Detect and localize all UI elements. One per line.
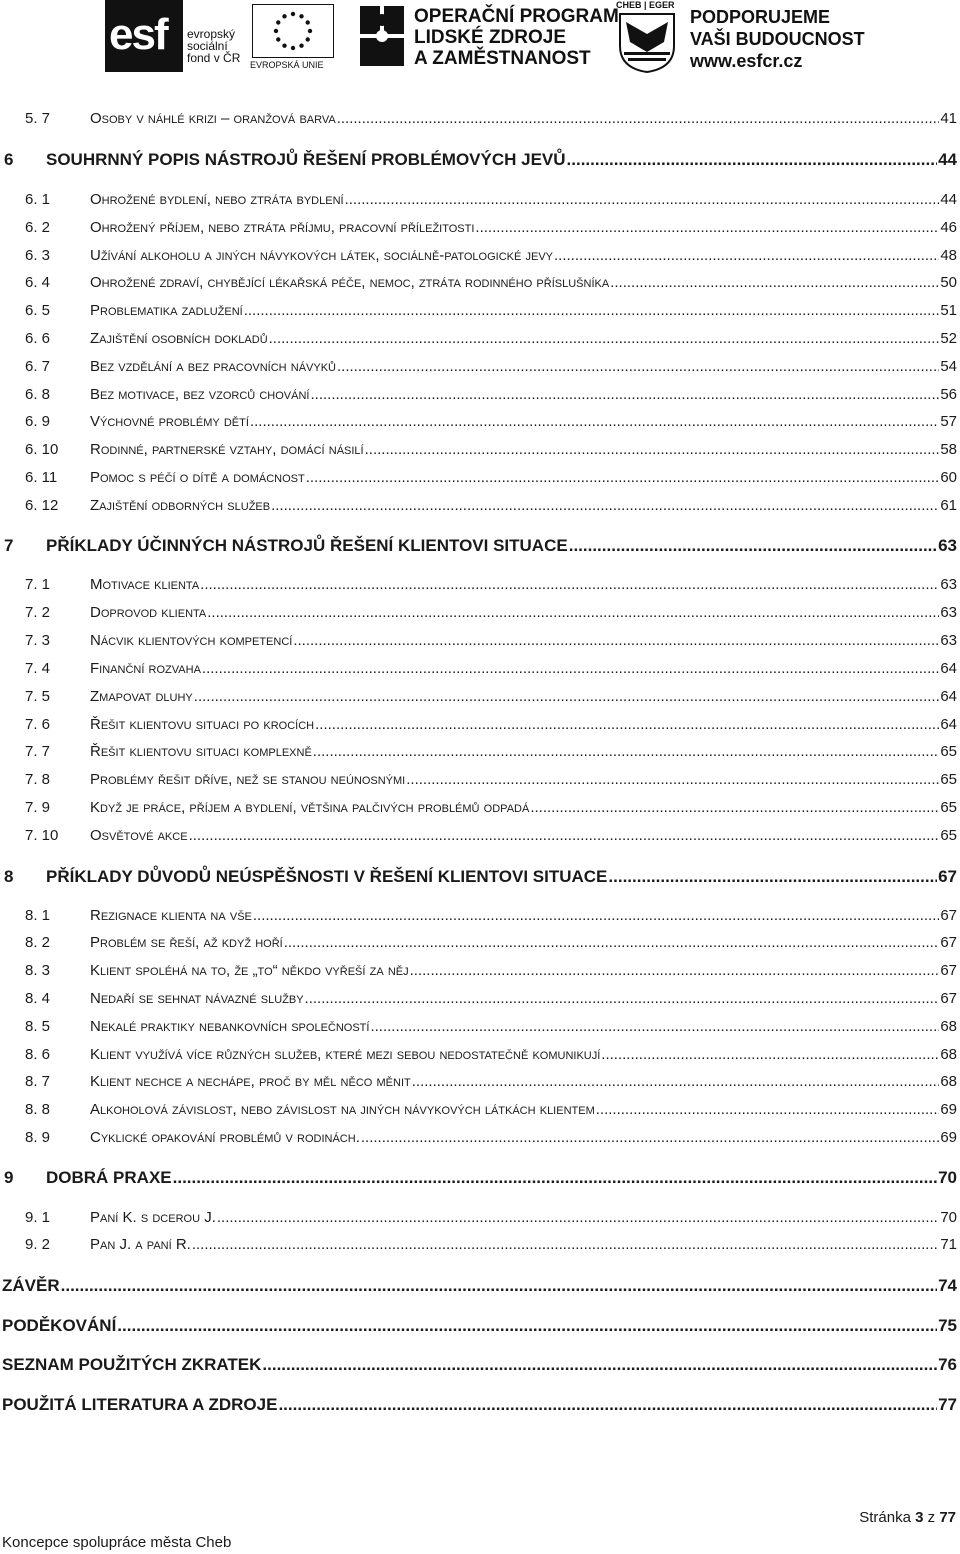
toc-entry-number: 8. 7 xyxy=(25,1073,51,1090)
toc-entry-title: Zajištění odborných služeb xyxy=(90,497,271,514)
toc-entry[interactable] xyxy=(25,1073,957,1090)
toc-dot-leader xyxy=(200,576,939,593)
toc-entry-page: 41 xyxy=(940,110,957,127)
toc-entry-title: Užívání alkoholu a jiných návykových látek, sociálně-patologické jevy xyxy=(90,247,554,264)
toc-entry-page: 64 xyxy=(940,660,957,677)
toc-dot-leader xyxy=(194,688,940,705)
toc-entry[interactable] xyxy=(25,771,957,788)
toc-entry-title: Osvětové akce xyxy=(90,827,188,844)
toc-entry-title: Motivace klienta xyxy=(90,576,200,593)
toc-entry-title: Řešit klientovu situaci po krocích xyxy=(90,716,315,733)
eu-star-icon xyxy=(291,12,295,16)
toc-entry-title: DOBRÁ PRAXE xyxy=(46,1168,172,1187)
toc-dot-leader xyxy=(601,1046,939,1063)
toc-entry-title: PŘÍKLADY ÚČINNÝCH NÁSTROJŮ ŘEŠENÍ KLIENTOVI SITUACE xyxy=(46,536,568,555)
toc-entry-page: 71 xyxy=(940,1236,957,1253)
toc-entry-number: 6. 8 xyxy=(25,386,51,403)
toc-entry-page: 76 xyxy=(938,1355,957,1374)
toc-dot-leader xyxy=(202,660,939,677)
toc-entry-page: 77 xyxy=(938,1395,957,1414)
toc-entry-page: 48 xyxy=(940,247,957,264)
toc-entry-page: 46 xyxy=(940,219,957,236)
toc-entry-page: 56 xyxy=(940,386,957,403)
toc-entry[interactable] xyxy=(25,576,957,593)
toc-entry[interactable] xyxy=(2,1355,957,1375)
toc-entry[interactable] xyxy=(25,1209,957,1226)
toc-entry[interactable] xyxy=(25,330,957,347)
op-text: OPERAČNÍ PROGRAM LIDSKÉ ZDROJE A ZAMĚSTNANOST xyxy=(414,6,619,69)
toc-entry-number: 8. 6 xyxy=(25,1046,51,1063)
toc-entry-page: 63 xyxy=(940,604,957,621)
toc-dot-leader xyxy=(173,1168,937,1188)
toc-entry-number: 6. 4 xyxy=(25,274,51,291)
toc-entry-page: 57 xyxy=(940,413,957,430)
toc-dot-leader xyxy=(61,1276,937,1296)
toc-entry[interactable] xyxy=(25,247,957,264)
toc-entry-page: 65 xyxy=(940,827,957,844)
toc-entry-page: 67 xyxy=(940,907,957,924)
toc-dot-leader xyxy=(305,990,940,1007)
toc-entry-title: Zajištění osobních dokladů xyxy=(90,330,268,347)
toc-entry-number: 6. 6 xyxy=(25,330,51,347)
toc-entry-title: Finanční rozvaha xyxy=(90,660,201,677)
toc-dot-leader xyxy=(337,358,939,375)
toc-entry[interactable] xyxy=(4,1168,957,1188)
toc-entry[interactable] xyxy=(25,219,957,236)
toc-entry-number: 6 xyxy=(4,150,14,169)
toc-entry[interactable] xyxy=(25,1236,957,1253)
toc-entry-number: 8. 4 xyxy=(25,990,51,1007)
toc-entry-page: 50 xyxy=(940,274,957,291)
toc-entry-page: 67 xyxy=(938,867,957,886)
toc-entry-page: 68 xyxy=(940,1073,957,1090)
toc-dot-leader xyxy=(306,469,940,486)
toc-entry-page: 67 xyxy=(940,934,957,951)
toc-entry-page: 60 xyxy=(940,469,957,486)
toc-entry-title: Nedaří se sehnat návazné služby xyxy=(90,990,304,1007)
eu-star-icon xyxy=(299,44,303,48)
toc-entry[interactable] xyxy=(25,110,957,127)
toc-entry-number: 7. 7 xyxy=(25,743,51,760)
toc-entry-title: Doprovod klienta xyxy=(90,604,207,621)
toc-entry-page: 63 xyxy=(940,576,957,593)
toc-entry-number: 7. 8 xyxy=(25,771,51,788)
toc-entry-number: 6. 2 xyxy=(25,219,51,236)
toc-dot-leader xyxy=(217,1209,939,1226)
toc-dot-leader xyxy=(192,1236,939,1253)
toc-dot-leader xyxy=(365,441,940,458)
toc-dot-leader xyxy=(313,743,940,760)
footer-title: Koncepce spolupráce města Cheb xyxy=(2,1534,232,1551)
toc-entry-number: 8. 8 xyxy=(25,1101,51,1118)
toc-entry-page: 52 xyxy=(940,330,957,347)
toc-entry-title: Řešit klientovu situaci komplexně xyxy=(90,743,312,760)
esf-mark-icon: esf xyxy=(105,0,183,72)
toc-dot-leader xyxy=(569,536,937,556)
eu-star-icon xyxy=(282,44,286,48)
op-logo xyxy=(358,0,619,72)
toc-entry-page: 51 xyxy=(940,302,957,319)
toc-entry-page: 68 xyxy=(940,1046,957,1063)
toc-entry-page: 68 xyxy=(940,1018,957,1035)
toc-entry-title: Osoby v náhlé krizi – oranžová barva xyxy=(90,110,336,127)
toc-entry[interactable] xyxy=(25,743,957,760)
toc-dot-leader xyxy=(370,1018,939,1035)
toc-dot-leader xyxy=(189,827,940,844)
toc-dot-leader xyxy=(315,716,939,733)
toc-entry-title: PŘÍKLADY DŮVODŮ NEÚSPĚŠNOSTI V ŘEŠENÍ KLIENTOVI SITUACE xyxy=(46,867,608,886)
toc-entry[interactable] xyxy=(25,386,957,403)
toc-entry[interactable] xyxy=(25,632,957,649)
toc-entry-number: 7. 3 xyxy=(25,632,51,649)
toc-entry-number: 6. 3 xyxy=(25,247,51,264)
toc-entry[interactable] xyxy=(2,1395,957,1415)
toc-entry-number: 7. 4 xyxy=(25,660,51,677)
toc-entry-page: 67 xyxy=(940,962,957,979)
toc-entry-number: 6. 12 xyxy=(25,497,59,514)
toc-entry-number: 8. 9 xyxy=(25,1129,51,1146)
toc-entry[interactable] xyxy=(25,441,957,458)
eu-star-icon xyxy=(282,14,286,18)
page-header xyxy=(0,0,960,80)
toc-entry-title: Pan J. a paní R. xyxy=(90,1236,191,1253)
toc-entry-page: 63 xyxy=(940,632,957,649)
eu-star-icon xyxy=(276,37,280,41)
toc-entry-title: Když je práce, příjem a bydlení, většina palčivých problémů odpadá xyxy=(90,799,530,816)
toc-entry-title: Ohrožené bydlení, nebo ztráta bydlení xyxy=(90,191,344,208)
toc-entry[interactable] xyxy=(25,990,957,1007)
toc-entry[interactable] xyxy=(25,934,957,951)
eu-star-icon xyxy=(291,46,295,50)
toc-entry[interactable] xyxy=(25,358,957,375)
toc-entry-number: 7 xyxy=(4,536,14,555)
toc-entry-title: Rodinné, partnerské vztahy, domácí násilí xyxy=(90,441,364,458)
eu-star-icon xyxy=(306,20,310,24)
toc-entry-title: SEZNAM POUŽITÝCH ZKRATEK xyxy=(2,1355,262,1374)
toc-entry-number: 9 xyxy=(4,1168,14,1187)
toc-entry-title: Cyklické opakování problémů v rodinách. xyxy=(90,1129,360,1146)
cheb-label: CHEB | EGER xyxy=(616,0,675,10)
toc-entry[interactable] xyxy=(25,1046,957,1063)
toc-entry-number: 7. 10 xyxy=(25,827,59,844)
toc-entry-number: 5. 7 xyxy=(25,110,51,127)
toc-dot-leader xyxy=(250,413,939,430)
toc-entry-page: 75 xyxy=(938,1316,957,1335)
toc-entry[interactable] xyxy=(2,1316,957,1336)
toc-entry-title: Problém se řeší, až když hoří xyxy=(90,934,283,951)
toc-entry-title: Pomoc s péčí o dítě a domácnost xyxy=(90,469,305,486)
toc-entry[interactable] xyxy=(25,413,957,430)
eu-text: EVROPSKÁ UNIE xyxy=(250,60,324,70)
toc-entry[interactable] xyxy=(25,716,957,733)
toc-entry-page: 65 xyxy=(940,771,957,788)
toc-entry-number: 7. 6 xyxy=(25,716,51,733)
toc-entry-title: Rezignace klienta na vše xyxy=(90,907,252,924)
toc-entry[interactable] xyxy=(4,867,957,887)
toc-dot-leader xyxy=(596,1101,940,1118)
toc-entry-number: 7. 9 xyxy=(25,799,51,816)
toc-dot-leader xyxy=(475,219,939,236)
toc-entry-number: 7. 1 xyxy=(25,576,51,593)
toc-dot-leader xyxy=(608,867,937,887)
toc-entry-title: Paní K. s dcerou J. xyxy=(90,1209,216,1226)
toc-entry-page: 54 xyxy=(940,358,957,375)
toc-entry-number: 8. 3 xyxy=(25,962,51,979)
toc-dot-leader xyxy=(278,1395,937,1415)
eu-star-icon xyxy=(276,20,280,24)
toc-entry-title: Výchovné problémy dětí xyxy=(90,413,249,430)
toc-entry-title: PODĚKOVÁNÍ xyxy=(2,1316,117,1335)
toc-entry[interactable] xyxy=(25,191,957,208)
toc-entry-title: Zmapovat dluhy xyxy=(90,688,193,705)
toc-entry-title: Bez vzdělání a bez pracovních návyků xyxy=(90,358,336,375)
toc-entry-page: 44 xyxy=(938,150,957,169)
toc-entry-title: Ohrožené zdraví, chybějící lékařská péče, nemoc, ztráta rodinného příslušníka xyxy=(90,274,610,291)
toc-dot-leader xyxy=(311,386,940,403)
toc-entry[interactable] xyxy=(25,302,957,319)
eu-logo xyxy=(250,0,336,72)
toc-entry-number: 9. 1 xyxy=(25,1209,51,1226)
toc-dot-leader xyxy=(269,330,940,347)
eu-flag-icon xyxy=(252,4,334,58)
toc-dot-leader xyxy=(293,632,939,649)
toc-dot-leader xyxy=(554,247,939,264)
toc-entry[interactable] xyxy=(25,1129,957,1146)
toc-entry-title: Klient využívá více různých služeb, které mezi sebou nedostatečně komunikují xyxy=(90,1046,601,1063)
toc-dot-leader xyxy=(244,302,940,319)
esf-logo xyxy=(105,0,245,72)
toc-entry-title: Klient nechce a nechápe, proč by měl něco měnit xyxy=(90,1073,411,1090)
toc-entry-page: 65 xyxy=(940,799,957,816)
toc-entry-page: 63 xyxy=(938,536,957,555)
toc-entry-title: Bez motivace, bez vzorců chování xyxy=(90,386,310,403)
cheb-eagle-shield-icon xyxy=(618,12,676,74)
toc-entry[interactable] xyxy=(25,688,957,705)
toc-entry-number: 7. 5 xyxy=(25,688,51,705)
toc-entry[interactable] xyxy=(25,469,957,486)
toc-dot-leader xyxy=(361,1129,939,1146)
toc-entry-title: POUŽITÁ LITERATURA A ZDROJE xyxy=(2,1395,278,1414)
toc-entry[interactable] xyxy=(4,536,957,556)
toc-dot-leader xyxy=(406,771,939,788)
toc-entry[interactable] xyxy=(25,497,957,514)
toc-entry-page: 65 xyxy=(940,743,957,760)
toc-entry[interactable] xyxy=(25,660,957,677)
toc-entry-title: SOUHRNNÝ POPIS NÁSTROJŮ ŘEŠENÍ PROBLÉMOVÝCH JEVŮ xyxy=(46,150,566,169)
toc-entry-page: 70 xyxy=(940,1209,957,1226)
toc-dot-leader xyxy=(530,799,939,816)
toc-entry-number: 6. 10 xyxy=(25,441,59,458)
toc-entry-number: 8 xyxy=(4,867,14,886)
podporujeme-logo xyxy=(690,0,865,72)
toc-dot-leader xyxy=(117,1316,937,1336)
eu-star-icon xyxy=(308,29,312,33)
toc-entry[interactable] xyxy=(25,907,957,924)
toc-entry-number: 6. 7 xyxy=(25,358,51,375)
toc-entry-number: 8. 2 xyxy=(25,934,51,951)
toc-entry-number: 7. 2 xyxy=(25,604,51,621)
toc-dot-leader xyxy=(253,907,939,924)
toc-entry-page: 69 xyxy=(940,1101,957,1118)
toc-dot-leader xyxy=(262,1355,937,1375)
toc-entry[interactable] xyxy=(25,1101,957,1118)
toc-entry-number: 9. 2 xyxy=(25,1236,51,1253)
toc-dot-leader xyxy=(345,191,940,208)
page-number: Stránka 3 z 77 xyxy=(859,1509,956,1526)
toc-entry[interactable] xyxy=(25,1018,957,1035)
toc-dot-leader xyxy=(412,1073,940,1090)
toc-dot-leader xyxy=(271,497,939,514)
toc-dot-leader xyxy=(207,604,939,621)
toc-entry-page: 64 xyxy=(940,716,957,733)
toc-entry-title: Ohrožený příjem, nebo ztráta příjmu, pracovní příležitosti xyxy=(90,219,475,236)
toc-entry[interactable] xyxy=(25,827,957,844)
toc-entry[interactable] xyxy=(2,1276,957,1296)
toc-dot-leader xyxy=(337,110,940,127)
toc-entry-page: 70 xyxy=(938,1168,957,1187)
toc-entry-number: 6. 5 xyxy=(25,302,51,319)
esf-text: evropský sociální fond v ČR xyxy=(187,27,241,65)
toc-dot-leader xyxy=(610,274,939,291)
toc-entry[interactable] xyxy=(4,150,957,170)
toc-entry-title: ZÁVĚR xyxy=(2,1276,60,1295)
toc-entry-title: Nekalé praktiky nebankovních společností xyxy=(90,1018,370,1035)
toc-entry[interactable] xyxy=(25,274,957,291)
toc-entry-number: 6. 9 xyxy=(25,413,51,430)
toc-dot-leader xyxy=(410,962,940,979)
toc-entry-title: Problematika zadlužení xyxy=(90,302,243,319)
toc-entry-page: 58 xyxy=(940,441,957,458)
op-puzzle-icon xyxy=(358,2,408,70)
toc-entry-page: 74 xyxy=(938,1276,957,1295)
toc-entry[interactable] xyxy=(25,604,957,621)
podporujeme-text: PODPORUJEME VAŠI BUDOUCNOST www.esfcr.cz xyxy=(690,7,865,71)
toc-entry-title: Alkoholová závislost, nebo závislost na jiných návykových látkách klientem xyxy=(90,1101,595,1118)
toc-entry-number: 8. 5 xyxy=(25,1018,51,1035)
toc-entry-number: 8. 1 xyxy=(25,907,51,924)
toc-entry-page: 67 xyxy=(940,990,957,1007)
toc-entry-number: 6. 1 xyxy=(25,191,51,208)
eu-star-icon xyxy=(306,37,310,41)
eu-star-icon xyxy=(274,29,278,33)
toc-entry-title: Nácvik klientových kompetencí xyxy=(90,632,293,649)
toc-entry[interactable] xyxy=(25,799,957,816)
toc-dot-leader xyxy=(284,934,940,951)
toc-entry-page: 44 xyxy=(940,191,957,208)
toc-entry-title: Problémy řešit dříve, než se stanou neúnosnými xyxy=(90,771,406,788)
toc-entry-number: 6. 11 xyxy=(25,469,58,486)
toc-entry-page: 69 xyxy=(940,1129,957,1146)
toc-entry-page: 61 xyxy=(940,497,957,514)
cheb-logo xyxy=(612,0,682,76)
eu-star-icon xyxy=(299,14,303,18)
toc-entry-page: 64 xyxy=(940,688,957,705)
toc-entry[interactable] xyxy=(25,962,957,979)
toc-entry-title: Klient spoléhá na to, že „to“ někdo vyřeší za něj xyxy=(90,962,409,979)
toc-dot-leader xyxy=(567,150,938,170)
